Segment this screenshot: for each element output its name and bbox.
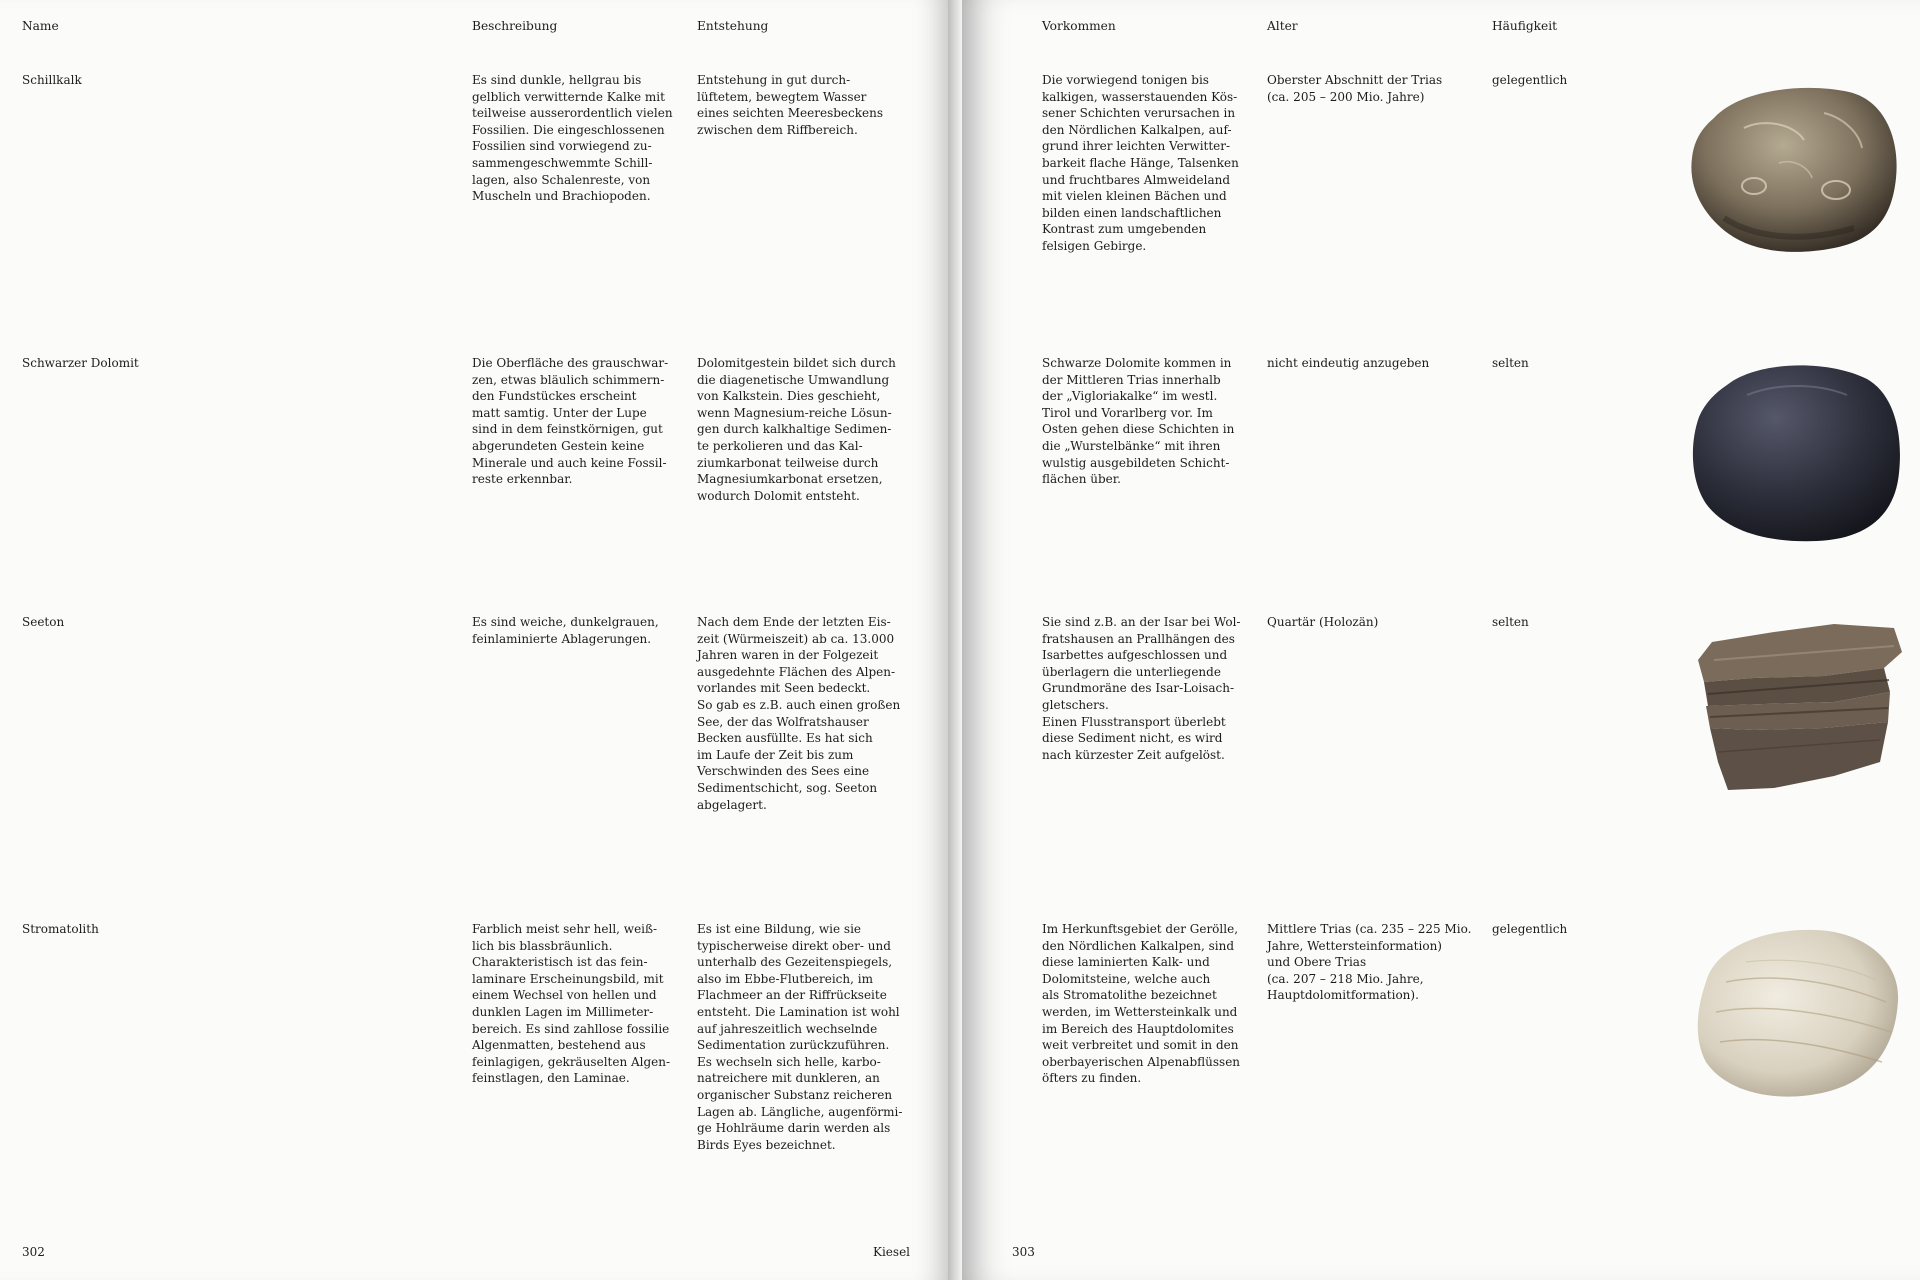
row-1-name: Schillkalk: [22, 73, 82, 87]
row-1-entstehung: Entstehung in gut durch- lüftetem, bewegtem Wasser eines seichten Meeresbeckens zwischen dem Riffbereich.: [697, 73, 884, 137]
row-1-vorkommen: Die vorwiegend tonigen bis kalkigen, wasserstauenden Kös- sener Schichten verursachen in den Nördlichen Kalkalpen, auf- grund ihrer leichten Verwitter- barkeit flache Hänge, Talsenken und fruchtbares Almweideland mit vielen kleinen Bächen und bilden einen landschaftlichen Kontrast zum umgebenden felsigen Gebirge.: [1042, 73, 1239, 253]
running-title: Kiesel: [873, 1245, 911, 1259]
header-haeufigkeit: Häufigkeit: [1492, 19, 1558, 33]
schillkalk-stone-icon: [1684, 78, 1902, 254]
row-1-beschreibung: Es sind dunkle, hellgrau bis gelblich verwitternde Kalke mit teilweise ausserordentlich vielen Fossilien. Die eingeschlossenen Fossilien sind vorwiegend zu- sammengeschwemmte Schill- lagen, also Schalenreste, von Muscheln und Brachiopoden.: [472, 73, 673, 204]
row-4-beschreibung: Farblich meist sehr hell, weiß- lich bis blassbräunlich. Charakteristisch ist das fein- laminare Erscheinungsbild, mit einem Wechsel von hellen und dunklen Lagen im Millimeter- bereich. Es sind zahllose fossilie Algenmatten, bestehend aus feinlagigen, gekräuselten Algen- feinstlagen, den Laminae.: [472, 922, 671, 1086]
seeton-stone-icon: [1684, 612, 1906, 796]
header-vorkommen: Vorkommen: [1042, 19, 1116, 33]
header-entstehung: Entstehung: [697, 19, 769, 33]
row-3-beschreibung: Es sind weiche, dunkelgrauen, feinlaminierte Ablagerungen.: [472, 615, 659, 646]
row-2-vorkommen: Schwarze Dolomite kommen in der Mittleren Trias innerhalb der „Vigloriakalke“ im westl. Tirol und Vorarlberg vor. Im Osten gehen diese Schichten in die „Wurstelbänke“ mit ihren wulstig ausgebildeten Schicht- flächen über.: [1042, 356, 1235, 487]
header-alter: Alter: [1267, 19, 1298, 33]
row-4-alter: Mittlere Trias (ca. 235 – 225 Mio. Jahre, Wettersteinformation) und Obere Trias (ca. 207 – 218 Mio. Jahre, Hauptdolomitformation).: [1267, 922, 1472, 1003]
row-2-entstehung: Dolomitgestein bildet sich durch die diagenetische Umwandlung von Kalkstein. Dies geschieht, wenn Magnesium-reiche Lösun- gen durch kalkhaltige Sedimen- te perkolieren und das Kal- ziumkarbonat teilweise durch Magnesiumkarbonat ersetzen, wodurch Dolomit entsteht.: [697, 356, 896, 503]
row-3-haeufigkeit: selten: [1492, 615, 1529, 629]
header-name: Name: [22, 19, 59, 33]
row-3-name: Seeton: [22, 615, 65, 629]
row-2-haeufigkeit: selten: [1492, 356, 1529, 370]
row-1-haeufigkeit: gelegentlich: [1492, 73, 1568, 87]
right-page: [962, 0, 1920, 1280]
page-number-right: 303: [1012, 1245, 1035, 1259]
row-4-vorkommen: Im Herkunftsgebiet der Gerölle, den Nördlichen Kalkalpen, sind diese laminierten Kalk- und Dolomitsteine, welche auch als Stromatolithe bezeichnet werden, im Wettersteinkalk und im Bereich des Hauptdolomites weit verbreitet und somit in den oberbayerischen Alpenabflüssen öfters zu finden.: [1042, 922, 1241, 1086]
row-4-name: Stromatolith: [22, 922, 99, 936]
left-page: [0, 0, 948, 1280]
row-3-entstehung: Nach dem Ende der letzten Eis- zeit (Würmeiszeit) ab ca. 13.000 Jahren waren in der Folgezeit ausgedehnte Flächen des Alpen- vorlandes mit Seen bedeckt. So gab es z.B. auch einen großen See, der das Wolfratshauser Becken ausfüllte. Es hat sich im Laufe der Zeit bis zum Verschwinden des Sees eine Sedimentschicht, sog. Seeton abgelagert.: [697, 615, 901, 812]
page-number-left: 302: [22, 1245, 45, 1259]
stromatolith-stone-icon: [1686, 922, 1908, 1098]
book-gutter: [948, 0, 962, 1280]
row-2-alter: nicht eindeutig anzugeben: [1267, 356, 1430, 370]
row-1-alter: Oberster Abschnitt der Trias (ca. 205 – 200 Mio. Jahre): [1267, 73, 1443, 104]
row-2-beschreibung: Die Oberfläche des grauschwar- zen, etwas bläulich schimmern- den Fundstückes erscheint matt samtig. Unter der Lupe sind in dem feinstkörnigen, gut abgerundeten Gestein keine Minerale und auch keine Fossil- reste erkennbar.: [472, 356, 669, 487]
row-4-entstehung: Es ist eine Bildung, wie sie typischerweise direkt ober- und unterhalb des Gezeitenspiegels, also im Ebbe-Flutbereich, im Flachmeer an der Riffrückseite entsteht. Die Lamination ist wohl auf jahreszeitlich wechselnde Sedimentation zurückzuführen. Es wechseln sich helle, karbo- natreichere mit dunkleren, an organischer Substanz reicheren Lagen ab. Längliche, augenförmi- ge Hohlräume darin werden als Birds Eyes bezeichnet.: [697, 922, 903, 1152]
dolomit-stone-icon: [1687, 355, 1905, 543]
row-3-alter: Quartär (Holozän): [1267, 615, 1379, 629]
row-3-vorkommen: Sie sind z.B. an der Isar bei Wol- fratshausen an Prallhängen des Isarbettes aufgeschlossen und überlagern die unterliegende Grundmoräne des Isar-Loisach- gletschers. Einen Flusstransport überlebt diese Sediment nicht, es wird nach kürzester Zeit aufgelöst.: [1042, 615, 1241, 762]
row-2-name: Schwarzer Dolomit: [22, 356, 139, 370]
header-beschreibung: Beschreibung: [472, 19, 558, 33]
row-4-haeufigkeit: gelegentlich: [1492, 922, 1568, 936]
